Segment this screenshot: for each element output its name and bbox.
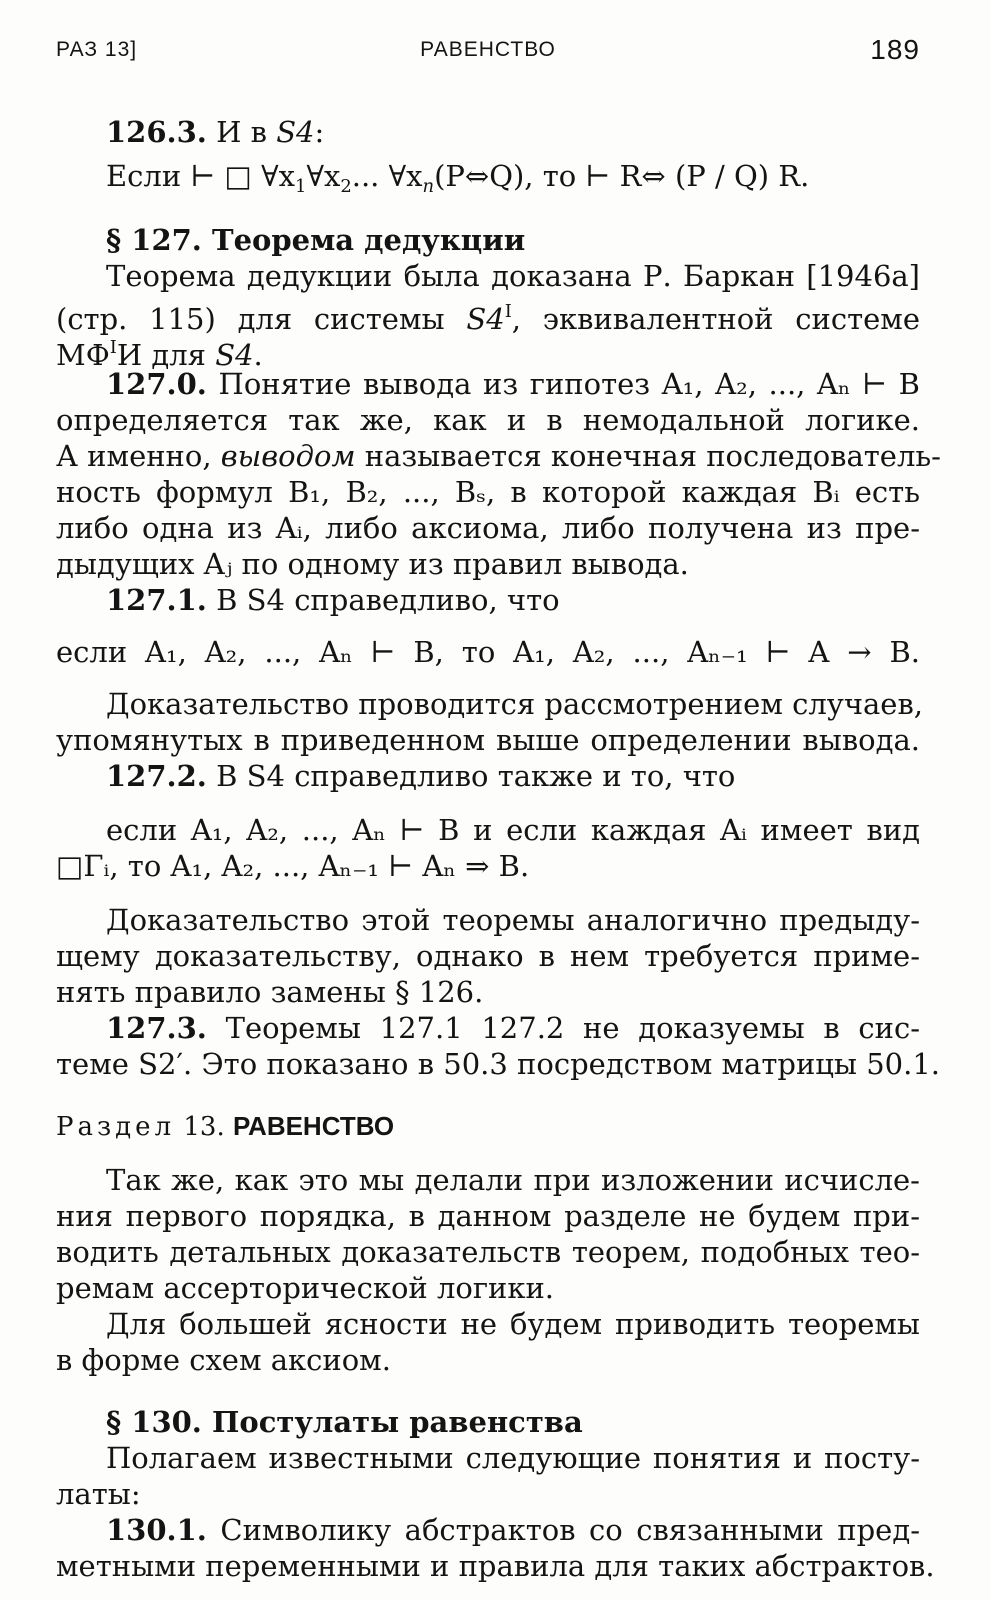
paragraph-line: щему доказательству, однако в нем требуется приме-: [56, 939, 920, 973]
paragraph-line: либо одна из Aᵢ, либо аксиома, либо получена из пре-: [56, 511, 920, 545]
paragraph-line: дыдущих Aⱼ по одному из правил вывода.: [56, 547, 689, 581]
paragraph-line: Теорема дедукции была доказана Р. Баркан [1946a]: [106, 259, 920, 293]
paragraph-line: Доказательство этой теоремы аналогично предыду-: [106, 903, 920, 937]
item-127-3-line: 127.3. Теоремы 127.1 127.2 не доказуемы в сис-: [106, 1011, 920, 1045]
paragraph-line: нять правило замены § 126.: [56, 975, 484, 1009]
item-127-0-line: 127.0. Понятие вывода из гипотез A₁, A₂, ..., Aₙ ⊢ B: [106, 367, 920, 401]
paragraph-line: А именно, выводом называется конечная последователь-: [56, 439, 941, 473]
paragraph-line: метными переменными и правила для таких абстрактов.: [56, 1549, 935, 1583]
book-page: [56, 0, 941, 1600]
section-130-title: § 130. Постулаты равенства: [106, 1405, 583, 1439]
page-number: 189: [870, 34, 920, 65]
item-127-1-line: 127.1. В S4 справедливо, что: [106, 583, 560, 617]
paragraph-line: $МФ^IИ$ для S4.: [56, 337, 263, 372]
paragraph-line: определяется так же, как и в немодальной логике.: [56, 403, 920, 437]
paragraph-line: упомянутых в приведенном выше определении вывода.: [56, 723, 920, 757]
paragraph-line: в форме схем аксиом.: [56, 1343, 391, 1377]
item-127-2-line: 127.2. В S4 справедливо также и то, что: [106, 759, 736, 793]
paragraph-line: Доказательство проводится рассмотрением случаев,: [106, 687, 923, 721]
paragraph-line: ность формул B₁, B₂, ..., Bₛ, в которой каждая Bᵢ есть: [56, 475, 920, 509]
item-127-2-formula: □Γᵢ, то A₁, A₂, ..., Aₙ₋₁ ⊢ Aₙ ⇒ B.: [56, 849, 530, 883]
paragraph-line: латы:: [56, 1477, 141, 1511]
paragraph-line: Для большей ясности не будем приводить теоремы: [106, 1307, 920, 1341]
paragraph-line: водить детальных доказательств теорем, подобных тео-: [56, 1235, 920, 1269]
item-127-1-formula: если A₁, A₂, ..., Aₙ ⊢ B, то A₁, A₂, ..., Aₙ₋₁ ⊢ A → B.: [56, 635, 920, 669]
paragraph-line: Полагаем известными следующие понятия и посту-: [106, 1441, 920, 1475]
paragraph-line: ния первого порядка, в данном разделе не будем при-: [56, 1199, 920, 1233]
paragraph-line: Так же, как это мы делали при изложении исчисле-: [106, 1163, 920, 1197]
item-127-2-formula: если A₁, A₂, ..., Aₙ ⊢ B и если каждая Aᵢ имеет вид: [106, 813, 920, 847]
item-126-3-formula: Если ⊢ □ $\forall x_1\forall x_2$... $\forall x_n(P\Leftrightarrow Q)$, то ⊢ R⇔ (P ∕ Q) R.: [106, 159, 810, 197]
header-section-ref: РАЗ 13]: [56, 38, 138, 61]
paragraph-line: теме S2′. Это показано в 50.3 посредством матрицы 50.1.: [56, 1047, 941, 1081]
section-13-heading: Раздел 13. РАВЕНСТВО: [56, 1111, 395, 1142]
running-header: [56, 34, 920, 68]
paragraph-line: (стр. 115) для системы $S4^I$, эквивалентной системе: [56, 301, 920, 336]
item-126-3-heading: 126.3. И в S4:: [106, 115, 325, 149]
item-130-1-line: 130.1. Символику абстрактов со связанными пред-: [106, 1513, 920, 1547]
header-title: РАВЕНСТВО: [420, 38, 556, 61]
paragraph-line: ремам ассерторической логики.: [56, 1271, 555, 1305]
section-127-title: § 127. Теорема дедукции: [106, 223, 526, 257]
